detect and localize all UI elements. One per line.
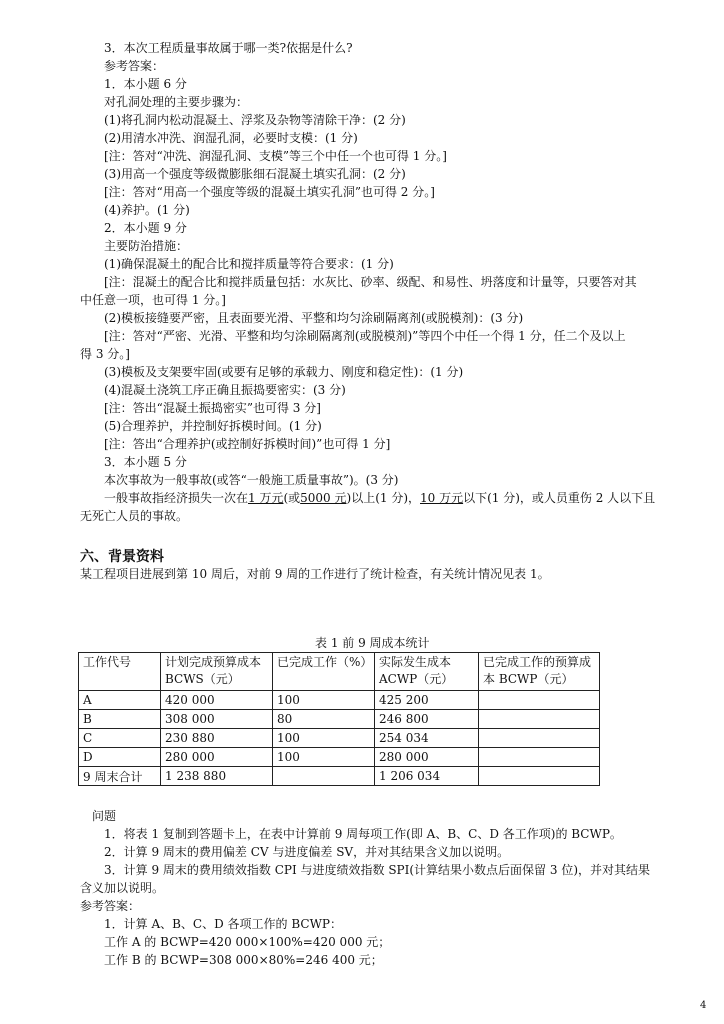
text-line: [注：答对“冲洗、润湿孔洞、支模”等三个中任一个也可得 1 分。] bbox=[104, 149, 447, 163]
note-line: 中任意一项，也可得 1 分。] bbox=[80, 293, 226, 307]
text-line: 参考答案： bbox=[104, 59, 165, 73]
text-line: (4)混凝土浇筑工序正确且振捣要密实：(3 分) bbox=[104, 383, 346, 397]
page-number: 4 bbox=[700, 1000, 707, 1011]
table-cell: D bbox=[79, 748, 161, 767]
text-line: 3．本小题 5 分 bbox=[104, 455, 187, 469]
text-line: 主要防治措施： bbox=[104, 239, 189, 253]
table-header-cell: 工作代号 bbox=[79, 653, 161, 691]
table-header-row bbox=[79, 653, 600, 691]
section-title: 六、背景资料 bbox=[80, 549, 164, 565]
table-cell: C bbox=[79, 729, 161, 748]
table-caption: 表 1 前 9 周成本统计 bbox=[315, 636, 430, 650]
text-line: (2)模板接缝要严密，且表面要光滑、平整和均匀涂刷隔离剂(或脱模剂)：(3 分) bbox=[104, 311, 524, 325]
text-line: 本次事故为一般事故(或答“一般施工质量事故”)。(3 分) bbox=[104, 473, 399, 487]
table-cell: A bbox=[79, 691, 161, 710]
intro-paragraph: 某工程项目进展到第 10 周后，对前 9 周的工作进行了统计检查，有关统计情况见表 1。 bbox=[80, 567, 550, 581]
table-cell: 280 000 bbox=[161, 748, 273, 767]
text-line: (3)用高一个强度等级微膨胀细石混凝土填实孔洞：(2 分) bbox=[104, 167, 406, 181]
table-header-cell: 已完成工作的预算成本 BCWP（元） bbox=[479, 653, 600, 691]
table-row bbox=[79, 748, 600, 767]
table-cell: 420 000 bbox=[161, 691, 273, 710]
table-cell: 425 200 bbox=[375, 691, 479, 710]
answer-line: 工作 A 的 BCWP=420 000×100%=420 000 元； bbox=[104, 935, 391, 949]
question-line: 1．将表 1 复制到答题卡上，在表中计算前 9 周每项工作(即 A、B、C、D 各工作项)的 BCWP。 bbox=[104, 827, 622, 841]
table-header-cell: 已完成工作（%） bbox=[273, 653, 375, 691]
text-line: 2．本小题 9 分 bbox=[104, 221, 187, 235]
text-line: (5)合理养护，并控制好拆模时间。(1 分) bbox=[104, 419, 322, 433]
note-line: [注：混凝土的配合比和搅拌质量包括：水灰比、砂率、级配、和易性、坍落度和计量等，只要答对其 bbox=[104, 275, 637, 289]
cost-table bbox=[78, 652, 600, 786]
table-cell: 1 238 880 bbox=[161, 767, 273, 786]
table-cell: 100 bbox=[273, 691, 375, 710]
table-header-cell: 实际发生成本 ACWP（元） bbox=[375, 653, 479, 691]
definition-line: 一般事故指经济损失一次在1 万元(或5000 元)以上(1 分)，10 万元以下(1 分)，或人员重伤 2 人以下且 bbox=[104, 491, 656, 505]
table-cell: 1 206 034 bbox=[375, 767, 479, 786]
text-line: (1)确保混凝土的配合比和搅拌质量等符合要求：(1 分) bbox=[104, 257, 394, 271]
table-row bbox=[79, 729, 600, 748]
text-line: 无死亡人员的事故。 bbox=[80, 509, 189, 523]
table-cell: 246 800 bbox=[375, 710, 479, 729]
answer-line: 1．计算 A、B、C、D 各项工作的 BCWP： bbox=[104, 917, 342, 931]
underlined-amount: 1 万元 bbox=[248, 491, 284, 505]
text-line: 1．本小题 6 分 bbox=[104, 77, 187, 91]
text-line: 对孔洞处理的主要步骤为： bbox=[104, 95, 249, 109]
table-cell bbox=[479, 767, 600, 786]
table-cell bbox=[479, 710, 600, 729]
text-line: [注：答对“用高一个强度等级的混凝土填实孔洞”也可得 2 分。] bbox=[104, 185, 435, 199]
table-cell: 100 bbox=[273, 729, 375, 748]
table-cell: 280 000 bbox=[375, 748, 479, 767]
table-cell: 80 bbox=[273, 710, 375, 729]
table-cell: B bbox=[79, 710, 161, 729]
table-cell bbox=[479, 691, 600, 710]
text-line: 3．本次工程质量事故属于哪一类?依据是什么? bbox=[104, 41, 353, 55]
questions-title: 问题 bbox=[92, 809, 117, 823]
table-cell: 9 周末合计 bbox=[79, 767, 161, 786]
table-row bbox=[79, 767, 600, 786]
text-line: [注：答出“混凝土振捣密实”也可得 3 分] bbox=[104, 401, 321, 415]
question-line: 2．计算 9 周末的费用偏差 CV 与进度偏差 SV，并对其结果含义加以说明。 bbox=[104, 845, 510, 859]
text-line: (1)将孔洞内松动混凝土、浮浆及杂物等清除干净：(2 分) bbox=[104, 113, 406, 127]
note-line: [注：答对“严密、光滑、平整和均匀涂刷隔离剂(或脱模剂)”等四个中任一个得 1 分，任二个及以上 bbox=[104, 329, 626, 343]
table-row bbox=[79, 710, 600, 729]
question-line: 含义加以说明。 bbox=[80, 881, 165, 895]
table-header-cell: 计划完成预算成本 BCWS（元） bbox=[161, 653, 273, 691]
question-line: 3．计算 9 周末的费用绩效指数 CPI 与进度绩效指数 SPI(计算结果小数点后面保留 3 位)，并对其结果 bbox=[104, 863, 651, 877]
table-row bbox=[79, 691, 600, 710]
text-line: (3)模板及支架要牢固(或要有足够的承载力、刚度和稳定性)：(1 分) bbox=[104, 365, 464, 379]
table-cell: 100 bbox=[273, 748, 375, 767]
table-cell: 230 880 bbox=[161, 729, 273, 748]
answer-line: 工作 B 的 BCWP=308 000×80%=246 400 元； bbox=[104, 953, 383, 967]
text-line: (4)养护。(1 分) bbox=[104, 203, 190, 217]
answer-label: 参考答案： bbox=[80, 899, 141, 913]
text-line: (2)用清水冲洗、润湿孔洞，必要时支模：(1 分) bbox=[104, 131, 358, 145]
table-cell bbox=[479, 729, 600, 748]
table-cell: 308 000 bbox=[161, 710, 273, 729]
table-cell bbox=[479, 748, 600, 767]
text-line: [注：答出“合理养护(或控制好拆模时间)”也可得 1 分] bbox=[104, 437, 391, 451]
table-cell bbox=[273, 767, 375, 786]
underlined-amount: 10 万元 bbox=[420, 491, 464, 505]
note-line: 得 3 分。] bbox=[80, 347, 130, 361]
underlined-amount: 5000 元 bbox=[300, 491, 347, 505]
table-cell: 254 034 bbox=[375, 729, 479, 748]
